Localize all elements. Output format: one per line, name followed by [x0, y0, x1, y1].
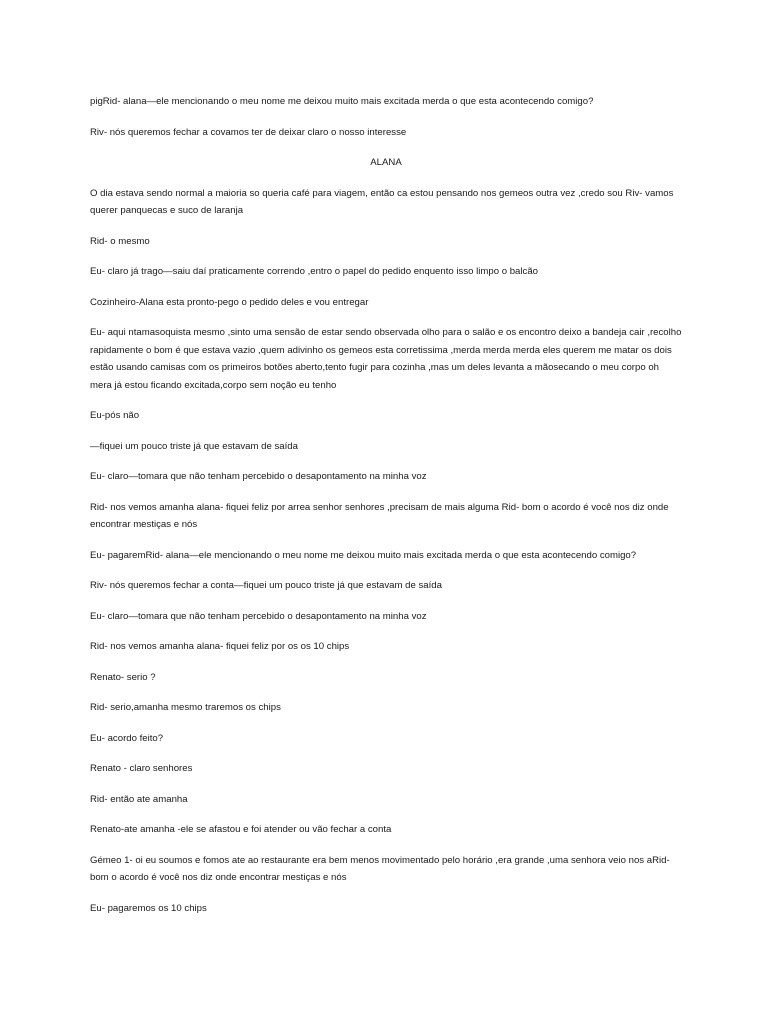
- paragraph: Eu- acordo feito?: [90, 732, 164, 744]
- paragraph: Eu- claro—tomara que não tenham percebido o desapontamento na minha voz: [90, 471, 427, 482]
- paragraph: Eu- claro—tomara que não tenham percebido o desapontamento na minha voz: [90, 610, 427, 622]
- paragraph: Rid- serio,amanha mesmo traremos os chips: [90, 702, 281, 713]
- paragraph: Eu- pagaremRid- alana—ele mencionando o meu nome me deixou muito mais excitada merda o que esta acontecendo comigo?: [90, 549, 637, 561]
- paragraph: Eu-pós não: [90, 410, 140, 421]
- paragraph: Renato- serio ?: [90, 671, 156, 683]
- paragraph: Rid- nos vemos amanha alana- fiquei feliz por os os 10 chips: [90, 641, 350, 652]
- paragraph: Riv- nós queremos fechar a conta—fiquei um pouco triste já que estavam de saída: [90, 580, 442, 591]
- paragraph: Riv- nós queremos fechar a covamos ter de deixar claro o nosso interesse: [90, 126, 407, 138]
- paragraph: Rid- o mesmo: [90, 235, 150, 247]
- paragraph: Renato-ate amanha -ele se afastou e foi atender ou vão fechar a conta: [90, 824, 392, 835]
- paragraph: pigRid- alana—ele mencionando o meu nome me deixou muito mais excitada merda o que esta acontecendo comigo?: [90, 96, 594, 107]
- paragraph: Cozinheiro-Alana esta pronto-pego o pedido deles e vou entregar: [90, 296, 369, 308]
- paragraph: Eu- aqui ntamasoquista mesmo ,sinto uma sensão de estar sendo observada olho para o salão e os encontro deixo a bandeja cair ,recolho rapidamente o bom é que estava vazio ,quem adivinho os gemeos esta corretissima ,merda merda merda eles querem me matar os dois estão usando camisas com os primeiros botões aberto,tento fugir para cozinha ,mas um deles levanta a mãosecando o meu corpo oh mera já estou ficando excitada,corpo sem noção eu tenho: [90, 327, 682, 391]
- paragraph: Eu- pagaremos os 10 chips: [90, 902, 207, 914]
- document-body: [90, 93, 682, 930]
- chapter-heading: ALANA: [370, 157, 402, 168]
- paragraph: Rid- nos vemos amanha alana- fiquei feliz por arrea senhor senhores ,precisam de mais alguma Rid- bom o acordo é você nos diz onde encontrar mestiças e nós: [90, 501, 669, 530]
- paragraph: —fiquei um pouco triste já que estavam de saída: [90, 440, 298, 452]
- paragraph: Renato - claro senhores: [90, 763, 193, 774]
- paragraph: Gémeo 1- oi eu soumos e fomos ate ao restaurante era bem menos movimentado pelo horário ,era grande ,uma senhora veio nos aRid- bom o acordo é você nos diz onde encontrar mestiças e nós: [90, 854, 670, 883]
- paragraph: O dia estava sendo normal a maioria so queria café para viagem, então ca estou pensando nos gemeos outra vez ,credo sou Riv- vamos querer panquecas e suco de laranja: [90, 187, 674, 216]
- paragraph: Eu- claro já trago—saiu daí praticamente correndo ,entro o papel do pedido enquento isso limpo o balcão: [90, 266, 538, 277]
- paragraph: Rid- então ate amanha: [90, 793, 188, 805]
